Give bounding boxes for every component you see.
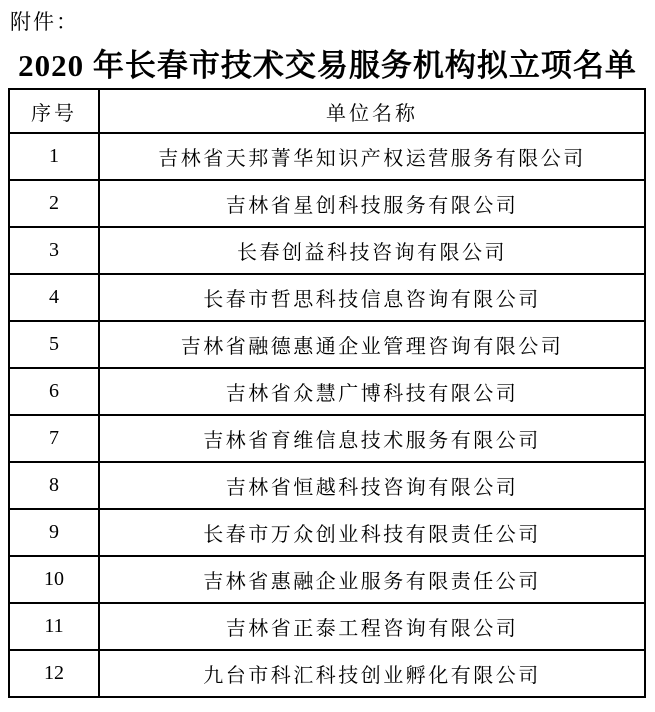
table-row — [9, 415, 645, 462]
company-name: 吉林省惠融企业服务有限责任公司 — [99, 556, 645, 603]
row-index: 9 — [9, 509, 99, 556]
table-row — [9, 274, 645, 321]
table-row — [9, 509, 645, 556]
table-row — [9, 462, 645, 509]
table-row — [9, 180, 645, 227]
row-index: 4 — [9, 274, 99, 321]
table-row — [9, 368, 645, 415]
table-row — [9, 650, 645, 697]
row-index: 8 — [9, 462, 99, 509]
row-index: 3 — [9, 227, 99, 274]
row-index: 1 — [9, 133, 99, 180]
company-name: 吉林省正泰工程咨询有限公司 — [99, 603, 645, 650]
company-name: 长春市哲思科技信息咨询有限公司 — [99, 274, 645, 321]
company-name: 吉林省星创科技服务有限公司 — [99, 180, 645, 227]
page-title: 2020 年长春市技术交易服务机构拟立项名单 — [18, 48, 637, 83]
row-index: 11 — [9, 603, 99, 650]
company-name: 吉林省恒越科技咨询有限公司 — [99, 462, 645, 509]
company-name: 吉林省众慧广博科技有限公司 — [99, 368, 645, 415]
company-name: 吉林省天邦菁华知识产权运营服务有限公司 — [99, 133, 645, 180]
row-index: 10 — [9, 556, 99, 603]
company-name: 长春创益科技咨询有限公司 — [99, 227, 645, 274]
table-row — [9, 321, 645, 368]
row-index: 6 — [9, 368, 99, 415]
row-index: 12 — [9, 650, 99, 697]
company-name: 吉林省融德惠通企业管理咨询有限公司 — [99, 321, 645, 368]
table-row — [9, 227, 645, 274]
company-name: 吉林省育维信息技术服务有限公司 — [99, 415, 645, 462]
row-index: 2 — [9, 180, 99, 227]
row-index: 7 — [9, 415, 99, 462]
table-row — [9, 603, 645, 650]
table-header-row — [9, 89, 645, 133]
column-header-name: 单位名称 — [99, 89, 645, 133]
company-name: 长春市万众创业科技有限责任公司 — [99, 509, 645, 556]
company-name: 九台市科汇科技创业孵化有限公司 — [99, 650, 645, 697]
table-row — [9, 556, 645, 603]
column-header-index: 序号 — [9, 89, 99, 133]
row-index: 5 — [9, 321, 99, 368]
attachment-label: 附件： — [10, 10, 79, 34]
table-row — [9, 133, 645, 180]
project-list-table — [8, 88, 646, 698]
